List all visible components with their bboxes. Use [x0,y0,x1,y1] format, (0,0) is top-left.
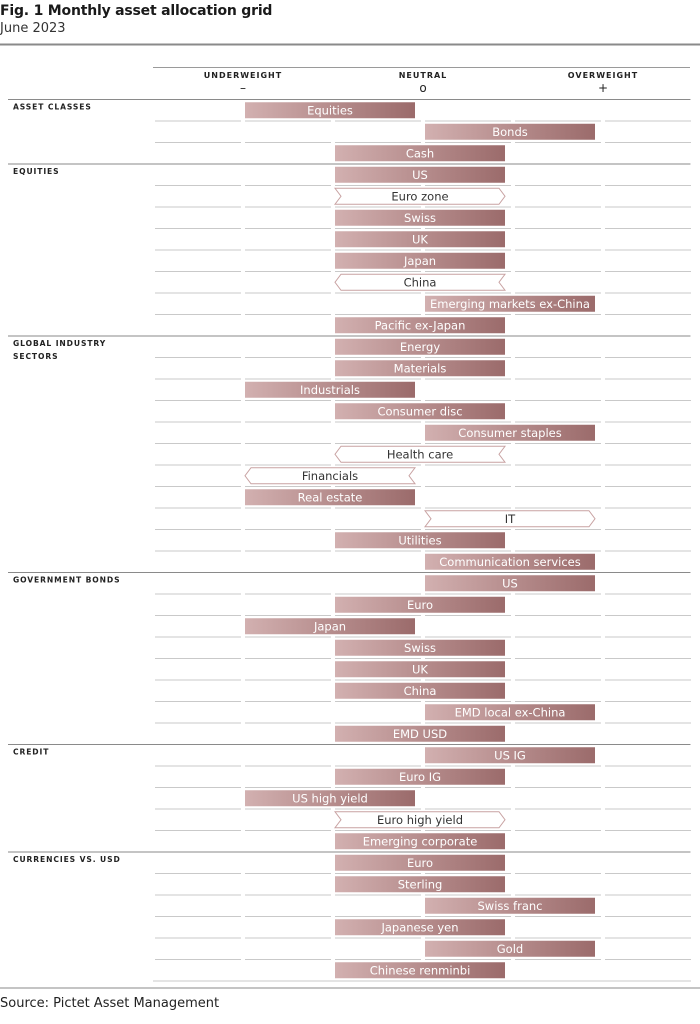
bar-us [335,167,505,183]
bar-label: Bonds [492,124,528,139]
bar-utilities [335,532,505,548]
bar-label: Japan [313,619,347,634]
bar-emerging-markets-ex-china [425,296,595,312]
bar-label: China [403,683,437,698]
section-label: CURRENCIES VS. USD [13,855,121,864]
section-label: SECTORS [13,352,59,361]
bar-label: US IG [494,748,526,763]
bar-equities [245,102,415,118]
bar-industrials [245,382,415,398]
bar-label: Cash [405,146,435,161]
bar-real-estate [245,489,415,505]
bar-emd-usd [335,726,505,742]
bar-japan [245,618,415,634]
bar-label: UK [412,232,428,247]
bar-health-care [335,446,505,462]
bar-swiss [335,640,505,656]
bar-label: Financials [301,468,359,483]
scale-label-neutral: NEUTRAL [398,71,448,80]
chart-title: Fig. 1 Monthly asset allocation grid [0,3,273,19]
bar-label: US [412,167,428,182]
bar-label: Energy [399,339,441,354]
bar-financials [245,468,415,484]
bar-label: Swiss franc [477,898,543,913]
bar-label: Health care [386,447,454,462]
bar-label: Utilities [398,533,442,548]
bar-japan [335,253,505,269]
bar-euro-zone [335,188,505,204]
section-label: ASSET CLASSES [13,102,92,112]
bar-label: EMD local ex-China [454,705,566,720]
scale-symbol: – [240,81,246,95]
bar-label: Equities [307,103,353,118]
bar-pacific-ex-japan [335,317,505,333]
bar-label: Materials [393,361,447,376]
section-label: GLOBAL INDUSTRY [13,339,107,348]
bar-label: EMD USD [392,726,448,741]
bar-communication-services [425,554,595,570]
scale-symbol: o [419,81,427,95]
bar-label: Euro [406,855,434,870]
bar-label: Japan [403,253,437,268]
bar-label: Emerging corporate [362,834,478,849]
bar-us [425,575,595,591]
section-label: GOVERNMENT BONDS [13,575,121,585]
bar-bonds [425,124,595,140]
bar-label: Swiss [404,640,436,655]
bar-label: Emerging markets ex-China [430,296,590,311]
bar-label: Consumer staples [458,425,562,440]
section-label: EQUITIES [13,167,60,176]
scale-label-overweight: OVERWEIGHT [567,71,639,80]
bar-label: Industrials [300,382,360,397]
bar-us-high-yield [245,790,415,806]
source-note: Source: Pictet Asset Management [0,996,220,1011]
bar-china [335,683,505,699]
bar-energy [335,339,505,355]
bar-label: UK [412,662,428,677]
bar-label: Sterling [397,877,443,892]
bar-label: US high yield [292,791,368,806]
bar-euro [335,597,505,613]
bar-sterling [335,876,505,892]
bar-uk [335,661,505,677]
bar-label: Consumer disc [377,404,463,419]
bar-it [425,511,595,527]
bar-label: Swiss [404,210,436,225]
bar-cash [335,145,505,161]
bar-label: Communication services [439,554,581,569]
bar-uk [335,231,505,247]
section-label: CREDIT [13,747,50,757]
bar-label: Pacific ex-Japan [374,318,466,333]
bar-label: Japanese yen [381,920,459,935]
bar-emd-local-ex-china [425,704,595,720]
bar-label: Real estate [297,490,363,505]
bar-label: Euro [406,597,434,612]
bar-label: Chinese renminbi [369,963,471,978]
bar-euro-ig [335,769,505,785]
bar-japanese-yen [335,919,505,935]
bar-emerging-corporate [335,833,505,849]
bar-swiss [335,210,505,226]
bar-label: IT [504,511,516,526]
bar-label: Gold [496,941,524,956]
scale-symbol: + [597,81,609,95]
bar-label: US [502,576,518,591]
bar-chinese-renminbi [335,962,505,978]
bar-euro [335,855,505,871]
bar-euro-high-yield [335,812,505,828]
bar-gold [425,941,595,957]
chart-subtitle: June 2023 [0,21,66,36]
bar-consumer-staples [425,425,595,441]
bar-label: Euro high yield [376,812,464,827]
bar-materials [335,360,505,376]
bar-label: Euro IG [398,769,442,784]
bar-label: China [403,275,437,290]
bar-us-ig [425,747,595,763]
bar-consumer-disc [335,403,505,419]
bar-china [335,274,505,290]
scale-label-underweight: UNDERWEIGHT [203,71,283,80]
bar-label: Euro zone [391,189,449,204]
bar-swiss-franc [425,898,595,914]
